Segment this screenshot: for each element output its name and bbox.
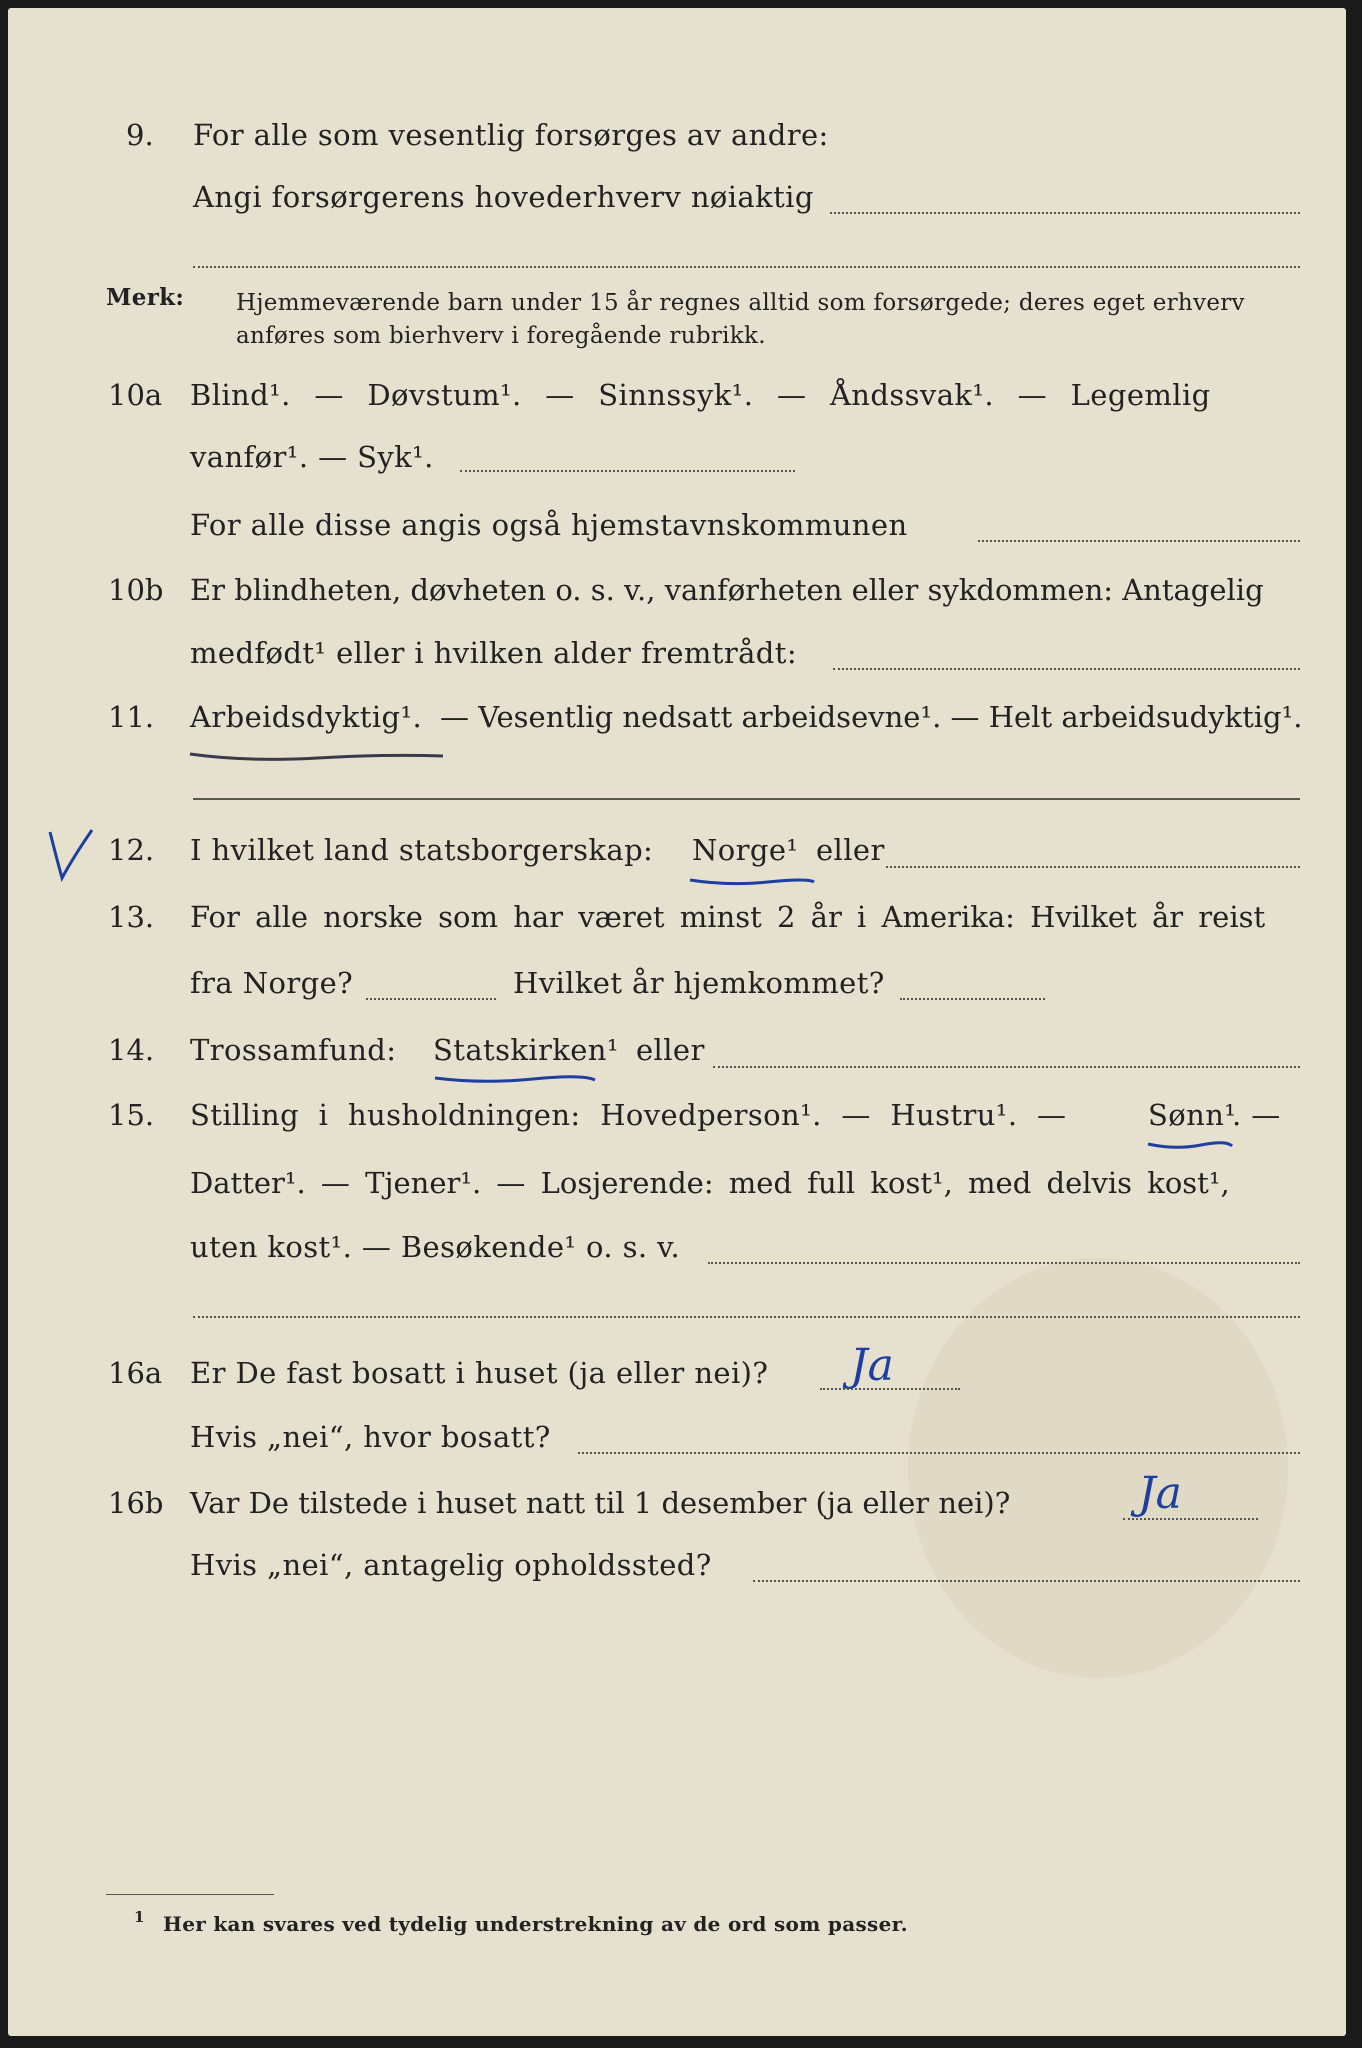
q14-answer-line[interactable] bbox=[713, 1066, 1300, 1068]
q15-line1a: Stilling i husholdningen: Hovedperson¹. — Hustru¹. — bbox=[190, 1098, 1067, 1132]
q15-number: 15. bbox=[108, 1098, 155, 1132]
q13-line2b: Hvilket år hjemkommet? bbox=[513, 966, 885, 1000]
q10a-line2: vanfør¹. — Syk¹. bbox=[190, 440, 434, 474]
q15-handwritten-underline bbox=[1146, 1138, 1236, 1154]
q12-after: eller bbox=[816, 833, 885, 867]
q16a-line2: Hvis „nei“, hvor bosatt? bbox=[190, 1420, 551, 1454]
merk-line2: anføres som bierhverv i foregående rubrikk. bbox=[236, 323, 766, 349]
q16b-handwritten-answer[interactable]: Ja bbox=[1138, 1468, 1182, 1519]
q14-number: 14. bbox=[108, 1033, 155, 1067]
census-form-page bbox=[8, 8, 1346, 2036]
q10a-number: 10a bbox=[108, 378, 163, 412]
q13-hjemkommet-answer-line[interactable] bbox=[900, 998, 1045, 1000]
merk-line1: Hjemmeværende barn under 15 år regnes alltid som forsørgede; deres eget erhverv bbox=[236, 290, 1245, 316]
q15-answer-line-2[interactable] bbox=[193, 1316, 1300, 1318]
q12-handwritten-underline bbox=[688, 874, 818, 890]
q10a-line3: For alle disse angis også hjemstavnskommunen bbox=[190, 508, 908, 542]
footnote-text: Her kan svares ved tydelig understrekning av de ord som passer. bbox=[163, 1912, 908, 1936]
q11-option-arbeidsdyktig[interactable]: Arbeidsdyktig¹. bbox=[190, 700, 423, 734]
q10b-number: 10b bbox=[108, 573, 164, 607]
q11-other-options: — Vesentlig nedsatt arbeidsevne¹. — Helt arbeidsudyktig¹. bbox=[440, 700, 1303, 734]
q16a-bosatt-answer-line[interactable] bbox=[578, 1452, 1300, 1454]
q16a-answer-line[interactable] bbox=[820, 1388, 960, 1390]
q15-line1c: . — bbox=[1232, 1098, 1281, 1132]
q11-handwritten-underline bbox=[188, 746, 448, 766]
q15-line3: uten kost¹. — Besøkende¹ o. s. v. bbox=[190, 1230, 681, 1264]
q14-handwritten-underline bbox=[433, 1072, 598, 1088]
q12-option-norge[interactable]: Norge¹ bbox=[692, 833, 799, 867]
q12-text: I hvilket land statsborgerskap: bbox=[190, 833, 654, 867]
q9-answer-line[interactable] bbox=[830, 212, 1300, 214]
footnote-marker: 1 bbox=[134, 1908, 145, 1926]
q10b-line2: medfødt¹ eller i hvilken alder fremtrådt: bbox=[190, 636, 797, 670]
q16a-number: 16a bbox=[108, 1356, 163, 1390]
q10a-hjemstavn-answer-line[interactable] bbox=[978, 540, 1300, 542]
q15-answer-line[interactable] bbox=[708, 1262, 1300, 1264]
q14-option-statskirken[interactable]: Statskirken¹ bbox=[433, 1033, 619, 1067]
q16b-number: 16b bbox=[108, 1486, 164, 1520]
q10a-line1: Blind¹. — Døvstum¹. — Sinnssyk¹. — Åndssvak¹. — Legemlig bbox=[190, 378, 1211, 412]
q11-answer-line[interactable] bbox=[193, 798, 1300, 800]
q9-number: 9. bbox=[126, 118, 154, 152]
q16b-line2: Hvis „nei“, antagelig opholdssted? bbox=[190, 1548, 712, 1582]
q13-line2a: fra Norge? bbox=[190, 966, 354, 1000]
q15-line2: Datter¹. — Tjener¹. — Losjerende: med full kost¹, med delvis kost¹, bbox=[190, 1166, 1230, 1200]
q14-text: Trossamfund: bbox=[190, 1033, 397, 1067]
q13-line1: For alle norske som har været minst 2 år i Amerika: Hvilket år reist bbox=[190, 900, 1266, 934]
q10b-answer-line[interactable] bbox=[833, 668, 1300, 670]
footnote-divider bbox=[106, 1894, 274, 1895]
q13-reist-answer-line[interactable] bbox=[366, 998, 496, 1000]
q16b-line1: Var De tilstede i huset natt til 1 desember (ja eller nei)? bbox=[190, 1486, 1011, 1520]
q10b-line1: Er blindheten, døvheten o. s. v., vanførheten eller sykdommen: Antagelig bbox=[190, 573, 1264, 607]
q16a-handwritten-answer[interactable]: Ja bbox=[850, 1340, 894, 1391]
q9-line1: For alle som vesentlig forsørges av andre: bbox=[193, 118, 829, 152]
q12-number: 12. bbox=[108, 833, 155, 867]
q11-number: 11. bbox=[108, 700, 155, 734]
q13-number: 13. bbox=[108, 900, 155, 934]
paper-stain bbox=[908, 1258, 1288, 1678]
q15-option-sonn[interactable]: Sønn¹ bbox=[1148, 1098, 1237, 1132]
q16b-answer-line[interactable] bbox=[1123, 1518, 1258, 1520]
check-mark-icon bbox=[46, 826, 96, 886]
q10a-syk-answer-line[interactable] bbox=[460, 470, 795, 472]
q12-answer-line[interactable] bbox=[886, 866, 1300, 868]
merk-label: Merk: bbox=[106, 284, 185, 311]
q14-after: eller bbox=[636, 1033, 705, 1067]
q16b-opholdssted-answer-line[interactable] bbox=[753, 1580, 1300, 1582]
q9-answer-line-2[interactable] bbox=[193, 266, 1300, 268]
q9-line2: Angi forsørgerens hovederhverv nøiaktig bbox=[193, 180, 814, 214]
q16a-line1: Er De fast bosatt i huset (ja eller nei)? bbox=[190, 1356, 769, 1390]
